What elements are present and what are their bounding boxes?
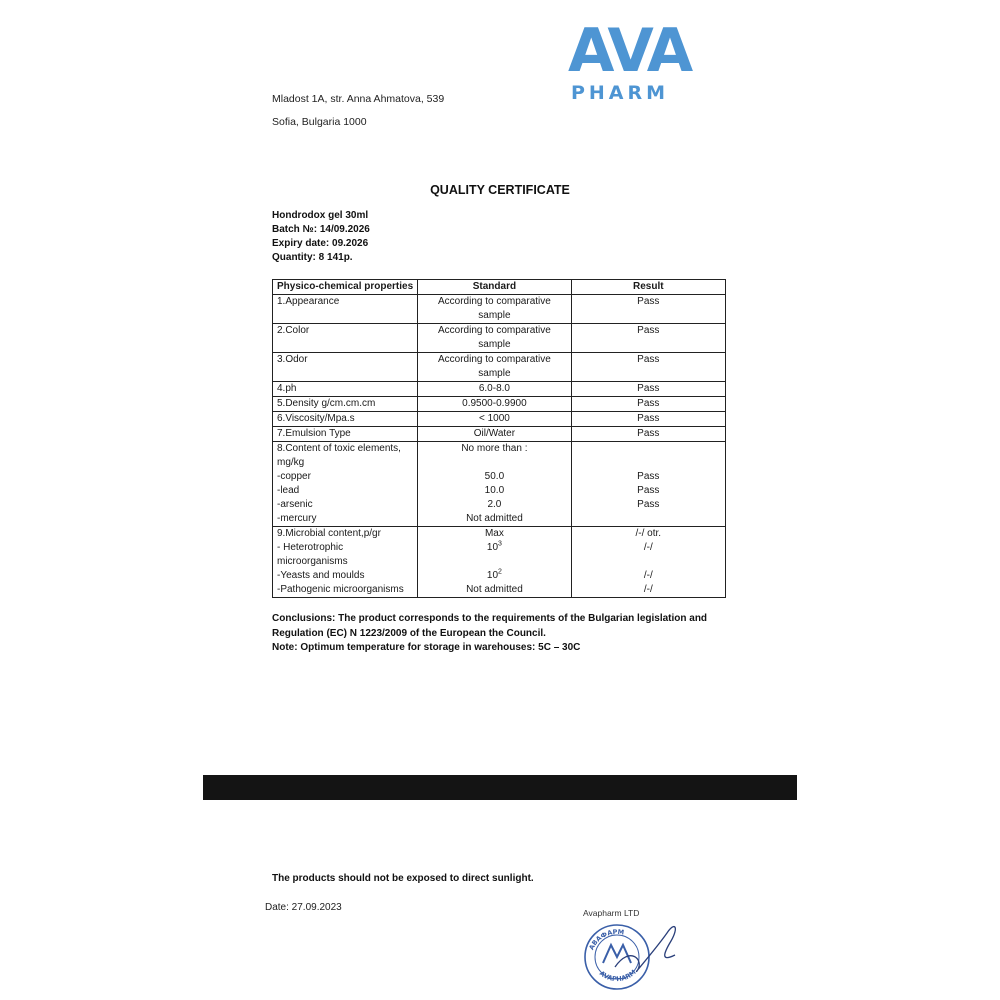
cell-result [571, 527, 725, 598]
cell-standard [418, 382, 571, 397]
exponent: 2 [498, 568, 502, 576]
cell-result [571, 324, 725, 353]
conclusions-line-2: Regulation (EC) N 1223/2009 of the European the Council. [272, 627, 546, 639]
cell-standard [418, 295, 571, 324]
table-row [273, 382, 726, 397]
cell-property-line: 3.Odor [277, 354, 308, 365]
table-row [273, 527, 726, 598]
cell-result-line: Pass [637, 354, 660, 365]
cell-standard-line: 50.0 [484, 471, 505, 482]
redaction-bar [203, 775, 797, 800]
cell-property-line: - Heterotrophic [277, 542, 344, 553]
cell-result-line: Pass [637, 413, 660, 424]
cell-result-line: Pass [637, 325, 660, 336]
conclusions [272, 612, 732, 656]
cell-result [571, 397, 725, 412]
cell-property [273, 412, 418, 427]
table-row [273, 442, 726, 527]
cell-property-line: microorganisms [277, 556, 348, 567]
exponent: 3 [498, 540, 502, 548]
cell-standard-line: sample [478, 368, 511, 379]
cell-property-line: -Yeasts and moulds [277, 570, 365, 581]
cell-property-line: 2.Color [277, 325, 310, 336]
conclusions-line-1: Conclusions: The product corresponds to the requirements of the Bulgarian legislation and [272, 613, 708, 624]
product-name: Hondrodox gel 30ml [272, 210, 369, 221]
cell-result-line: Pass [637, 471, 660, 482]
cell-standard-line: 0.9500-0.9900 [462, 398, 527, 409]
cell-standard-line: According to comparative [437, 325, 551, 336]
cell-standard [418, 442, 571, 527]
cell-standard-line: Not admitted [466, 513, 523, 524]
cell-result-line: /-/ otr. [635, 528, 662, 539]
table-header-row [273, 280, 726, 295]
cell-result-line: Pass [637, 485, 660, 496]
cell-result-line: Pass [637, 383, 660, 394]
svg-text:AVAPHARM [598, 968, 638, 983]
cell-standard-line: Oil/Water [473, 428, 516, 439]
cell-result-line [576, 456, 721, 470]
cell-property [273, 324, 418, 353]
cell-standard [418, 412, 571, 427]
quantity: Quantity: 8 141p. [272, 252, 353, 263]
cell-result-line: Pass [637, 296, 660, 307]
cell-property [273, 295, 418, 324]
stamp-ring-bottom: AVAPHARM [597, 968, 638, 984]
cell-result-line: Pass [637, 499, 660, 510]
cell-property-line: 8.Content of toxic elements, [277, 443, 401, 454]
cell-result-line: /-/ [643, 570, 653, 581]
cell-standard [418, 397, 571, 412]
cell-result-line [576, 442, 721, 456]
stamp-ring-top: АВАФАРМ [587, 927, 625, 952]
cell-standard-line: Max [484, 528, 504, 539]
cell-result-line [576, 555, 721, 569]
cell-property [273, 382, 418, 397]
cell-property-line: -lead [277, 485, 300, 496]
cell-property [273, 427, 418, 442]
cell-standard-line: Not admitted [466, 584, 523, 595]
address-line-1: Mladost 1A, str. Anna Ahmatova, 539 [272, 93, 445, 105]
cell-standard-line: According to comparative [437, 354, 551, 365]
cell-property-line: -Pathogenic microorganisms [277, 584, 404, 595]
cell-property-line: 4.ph [277, 383, 297, 394]
cell-standard-line: < 1000 [478, 413, 510, 424]
cell-result [571, 382, 725, 397]
document-title: QUALITY CERTIFICATE [430, 183, 570, 197]
cell-property [273, 527, 418, 598]
cell-property-line: -mercury [277, 513, 317, 524]
cell-standard-line: 6.0-8.0 [478, 383, 510, 394]
cell-standard-line: sample [478, 310, 511, 321]
expiry-date: Expiry date: 09.2026 [272, 238, 369, 249]
cell-result-line: Pass [637, 398, 660, 409]
table-row [273, 397, 726, 412]
cell-standard-line: 2.0 [487, 499, 502, 510]
cell-property-line: 9.Microbial content,p/gr [277, 528, 381, 539]
sunlight-note: The products should not be exposed to direct sunlight. [272, 873, 534, 884]
cell-property-line: mg/kg [277, 457, 305, 468]
table-row [273, 353, 726, 382]
cell-result [571, 295, 725, 324]
cell-property-line: -copper [277, 471, 311, 482]
cell-standard [418, 324, 571, 353]
cell-standard-line: $10^3$ [486, 540, 502, 553]
issue-date: Date: 27.09.2023 [265, 902, 342, 913]
header-standard: Standard [418, 280, 571, 295]
table-row [273, 295, 726, 324]
table-row [273, 324, 726, 353]
cell-standard-line [422, 456, 566, 470]
logo-pharm: PHARM [570, 82, 670, 104]
cell-standard-line: 10.0 [484, 485, 505, 496]
quality-table [272, 279, 726, 598]
cell-property-line: 5.Density g/cm.cm.cm [277, 398, 376, 409]
stamp-company: Avapharm LTD [583, 908, 640, 918]
cell-result [571, 353, 725, 382]
cell-result-line: Pass [637, 428, 660, 439]
cell-standard [418, 353, 571, 382]
cell-property-line: 7.Emulsion Type [277, 428, 351, 439]
cell-standard-line: According to comparative [437, 296, 551, 307]
cell-property-line: -arsenic [277, 499, 313, 510]
cell-property [273, 353, 418, 382]
svg-text:АВАФАРМ [587, 928, 624, 951]
address-line-2: Sofia, Bulgaria 1000 [272, 116, 367, 128]
cell-result-line: /-/ [643, 542, 653, 553]
table-row [273, 412, 726, 427]
cell-result [571, 412, 725, 427]
storage-note: Note: Optimum temperature for storage in warehouses: 5C – 30C [272, 642, 581, 653]
cell-result-line: /-/ [643, 584, 653, 595]
cell-standard-line: No more than : [461, 443, 528, 454]
cell-result [571, 442, 725, 527]
cell-property [273, 442, 418, 527]
cell-standard-line: $10^2$ [486, 568, 502, 581]
logo-ava: AVA [568, 16, 691, 86]
cell-standard-line: sample [478, 339, 511, 350]
header-properties: Physico-chemical properties [273, 280, 418, 295]
cell-standard [418, 527, 571, 598]
cell-property-line: 1.Appearance [277, 296, 340, 307]
cell-result [571, 427, 725, 442]
cell-property [273, 397, 418, 412]
cell-result-line [576, 512, 721, 526]
cell-property-line: 6.Viscosity/Mpa.s [277, 413, 355, 424]
batch-number: Batch №: 14/09.2026 [272, 224, 370, 235]
header-result: Result [571, 280, 725, 295]
cell-standard-line [422, 555, 566, 569]
cell-standard [418, 427, 571, 442]
table-row [273, 427, 726, 442]
